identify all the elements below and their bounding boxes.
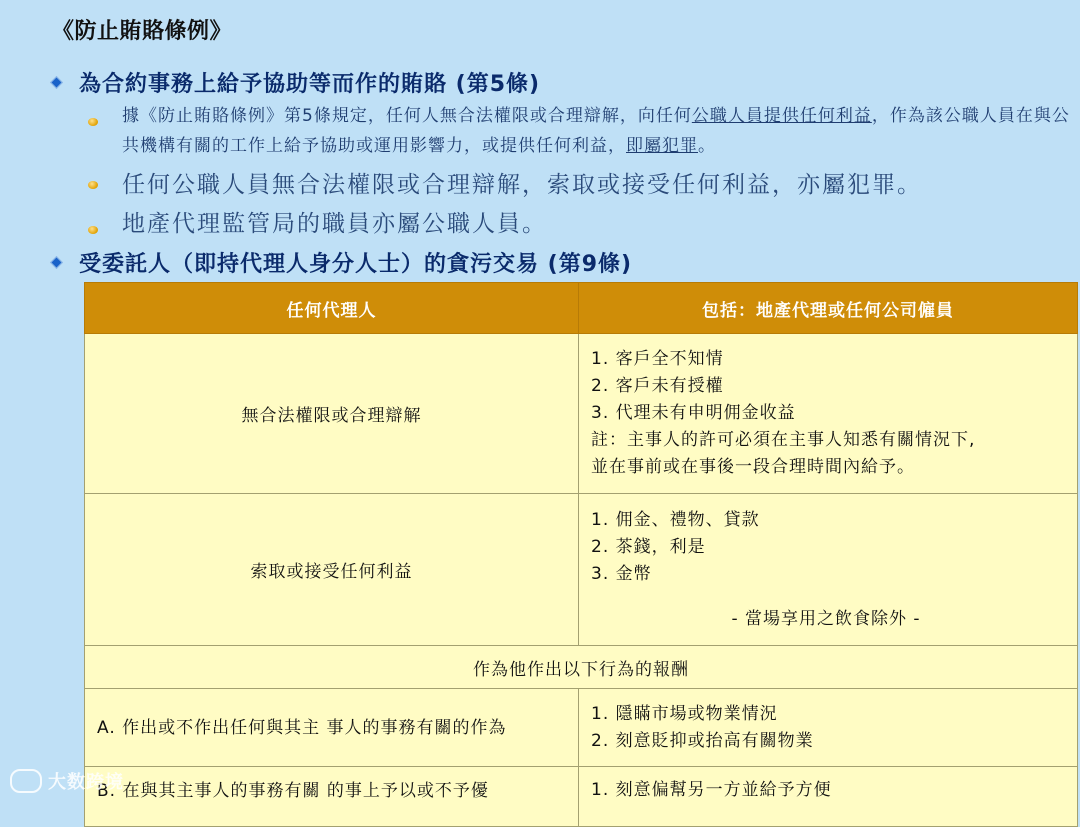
row-left-cell: 索取或接受任何利益 bbox=[85, 494, 579, 646]
orange-bullet-icon bbox=[88, 226, 98, 234]
table-row bbox=[85, 646, 1078, 689]
row-left-cell: B. 在與其主事人的事務有關 的事上予以或不予優 bbox=[85, 767, 579, 827]
spanning-cell: 作為他作出以下行為的報酬 bbox=[85, 646, 1078, 689]
point-text-mid: ，作為該公職人員在與公共機構有關的工作上給予協助或運用影響力，或提供任何利益， bbox=[122, 106, 1070, 156]
row-left-cell: 無合法權限或合理辯解 bbox=[85, 334, 579, 494]
list-item: 3. 代理未有申明佣金收益 bbox=[591, 403, 796, 423]
section-heading-text: 受委託人（即持代理人身分人士）的貪污交易 (第9條) bbox=[79, 252, 633, 277]
table-row bbox=[85, 334, 1078, 494]
list-item: 3. 金幣 bbox=[591, 563, 652, 584]
list-item: 2. 茶錢，利是 bbox=[591, 536, 706, 557]
watermark bbox=[10, 768, 124, 794]
header-includes: 包括：地產代理或任何公司僱員 bbox=[579, 283, 1078, 334]
point-eaa-staff bbox=[88, 205, 547, 238]
row-right-cell bbox=[579, 689, 1078, 767]
row-right-cell bbox=[579, 494, 1078, 646]
orange-bullet-icon bbox=[88, 118, 98, 126]
table-row bbox=[85, 494, 1078, 646]
list-item: 1. 佣金、禮物、貸款 bbox=[591, 509, 760, 530]
list-item: 1. 刻意偏幫另一方並給予方便 bbox=[591, 780, 832, 800]
diamond-bullet-icon bbox=[50, 76, 63, 89]
table-header-row bbox=[85, 283, 1078, 334]
point-text-pre: 據《防止賄賂條例》第5條規定，任何人無合法權限或合理辯解，向任何 bbox=[122, 106, 692, 126]
document-title: 《防止賄賂條例》 bbox=[52, 19, 233, 44]
underlined-phrase-offer-advantage: 公職人員提供任何利益 bbox=[691, 106, 872, 126]
note-line: 註：主事人的許可必須在主事人知悉有關情況下, bbox=[591, 430, 976, 450]
list-item: 2. 客戶未有授權 bbox=[591, 376, 724, 396]
table-row bbox=[85, 689, 1078, 767]
section-heading-text: 為合約事務上給予協助等而作的賄賂 (第5條) bbox=[79, 72, 541, 97]
point-paragraph bbox=[122, 101, 1072, 161]
header-any-agent: 任何代理人 bbox=[85, 283, 579, 334]
point-public-servant-offence bbox=[88, 166, 922, 199]
section-heading-article5 bbox=[52, 67, 540, 98]
note-line: 並在事前或在事後一段合理時間內給予。 bbox=[591, 457, 915, 477]
section-heading-article9 bbox=[52, 247, 632, 278]
list-item: 2. 刻意貶抑或抬高有關物業 bbox=[591, 730, 814, 751]
list-item: 1. 隱瞞市場或物業情況 bbox=[591, 703, 778, 724]
diamond-bullet-icon bbox=[50, 256, 63, 269]
logo-icon bbox=[10, 769, 42, 793]
exception-note: - 當場享用之飲食除外 - bbox=[731, 608, 921, 629]
point-text-post: 。 bbox=[698, 136, 716, 156]
row-right-cell bbox=[579, 334, 1078, 494]
row-right-cell bbox=[579, 767, 1078, 827]
agent-corruption-table bbox=[84, 282, 1078, 827]
point-article5-description bbox=[88, 101, 1072, 161]
row-left-cell: A. 作出或不作出任何與其主 事人的事務有關的作為 bbox=[85, 689, 579, 767]
point-text: 地產代理監管局的職員亦屬公職人員。 bbox=[122, 211, 547, 237]
watermark-text: 大数跨境 bbox=[48, 772, 124, 793]
point-text: 任何公職人員無合法權限或合理辯解，索取或接受任何利益，亦屬犯罪。 bbox=[122, 172, 922, 198]
orange-bullet-icon bbox=[88, 181, 98, 189]
table-row bbox=[85, 767, 1078, 827]
list-item: 1. 客戶全不知情 bbox=[591, 349, 724, 369]
underlined-phrase-offence: 即屬犯罪 bbox=[626, 136, 698, 156]
